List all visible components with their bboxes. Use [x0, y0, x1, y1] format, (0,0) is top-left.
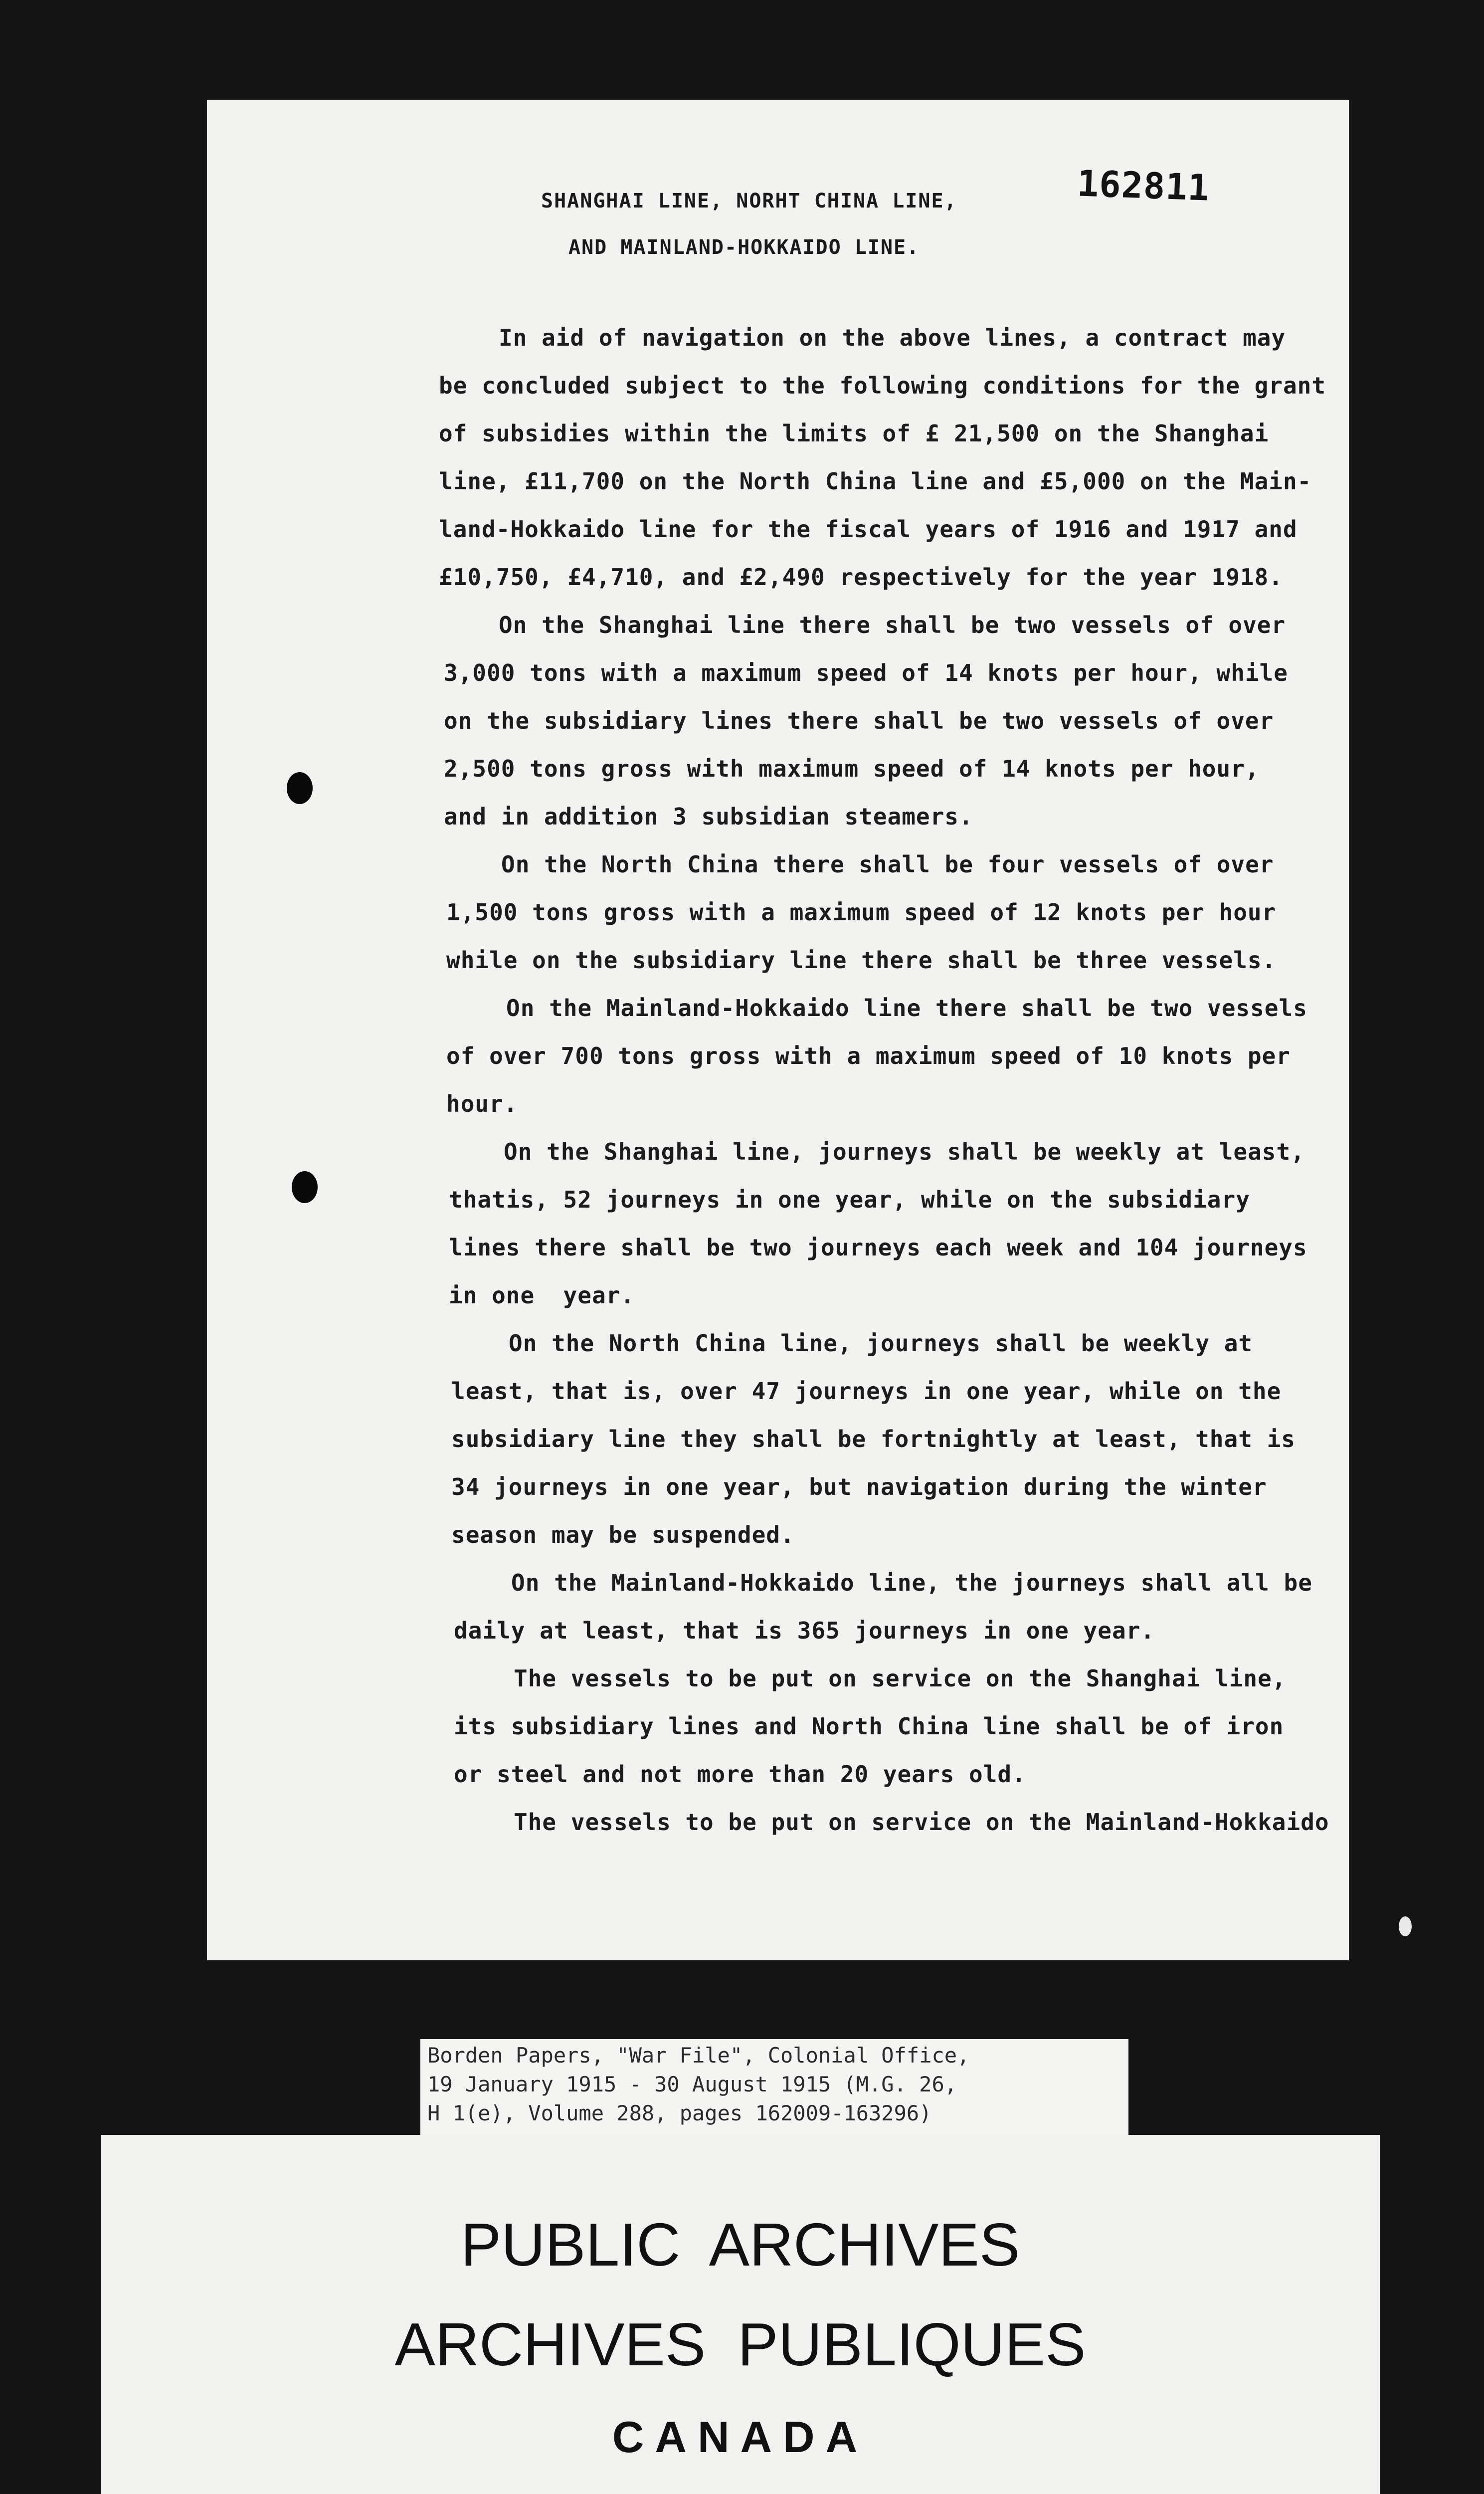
body-line: 1,500 tons gross with a maximum speed of 12 knots per hour	[446, 899, 1277, 926]
scan-speck	[1399, 1916, 1412, 1936]
body-line: The vessels to be put on service on the Shanghai line,	[514, 1665, 1287, 1692]
body-line: hour.	[446, 1090, 518, 1117]
typed-page	[207, 100, 1349, 1960]
body-line: and in addition 3 subsidian steamers.	[444, 803, 973, 830]
reference-line: H 1(e), Volume 288, pages 162009-163296)	[427, 2101, 932, 2125]
body-line: 34 journeys in one year, but navigation during the winter	[451, 1473, 1267, 1500]
reference-line: 19 January 1915 - 30 August 1915 (M.G. 26,	[427, 2072, 957, 2096]
reference-line: Borden Papers, "War File", Colonial Office,	[427, 2043, 970, 2068]
body-line: least, that is, over 47 journeys in one year, while on the	[451, 1378, 1282, 1405]
binder-hole	[292, 1171, 318, 1203]
body-line: be concluded subject to the following conditions for the grant	[439, 372, 1326, 399]
stamp-line-country: CANADA	[612, 2412, 869, 2462]
binder-hole	[287, 772, 313, 804]
body-line: On the Shanghai line there shall be two vessels of over	[499, 612, 1286, 638]
archives-stamp	[101, 2135, 1380, 2494]
body-line: On the Mainland-Hokkaido line, the journeys shall all be	[511, 1569, 1312, 1596]
body-line: in one year.	[449, 1282, 635, 1309]
body-line: On the North China line, journeys shall be weekly at	[509, 1330, 1253, 1357]
body-line: thatis, 52 journeys in one year, while on the subsidiary	[449, 1186, 1250, 1213]
body-line: On the Shanghai line, journeys shall be weekly at least,	[504, 1138, 1305, 1165]
body-line: of subsidies within the limits of £ 21,500 on the Shanghai	[439, 420, 1269, 447]
body-line: season may be suspended.	[451, 1521, 795, 1548]
body-line: its subsidiary lines and North China line shall be of iron	[454, 1713, 1284, 1740]
body-line: lines there shall be two journeys each week and 104 journeys	[449, 1234, 1307, 1261]
body-line: subsidiary line they shall be fortnightly at least, that is	[451, 1426, 1296, 1453]
heading-line-2: AND MAINLAND-HOKKAIDO LINE.	[568, 236, 920, 259]
body-line: on the subsidiary lines there shall be two vessels of over	[444, 707, 1274, 734]
body-line: or steel and not more than 20 years old.	[454, 1761, 1026, 1788]
reference-label	[420, 2039, 1128, 2136]
body-line: In aid of navigation on the above lines, a contract may	[499, 324, 1286, 351]
body-line: On the North China there shall be four vessels of over	[501, 851, 1274, 878]
document-number: 162811	[1076, 162, 1211, 209]
heading-line-1: SHANGHAI LINE, NORHT CHINA LINE,	[541, 190, 957, 212]
body-line: The vessels to be put on service on the Mainland-Hokkaido	[514, 1809, 1329, 1836]
body-line: On the Mainland-Hokkaido line there shall be two vessels	[506, 995, 1307, 1022]
body-line: 3,000 tons with a maximum speed of 14 knots per hour, while	[444, 659, 1288, 686]
body-line: daily at least, that is 365 journeys in one year.	[454, 1617, 1155, 1644]
stamp-line-french: ARCHIVES PUBLIQUES	[394, 2310, 1086, 2378]
stamp-line-english: PUBLIC ARCHIVES	[460, 2211, 1020, 2279]
body-line: £10,750, £4,710, and £2,490 respectively for the year 1918.	[439, 564, 1283, 591]
body-line: while on the subsidiary line there shall be three vessels.	[446, 947, 1277, 974]
body-line: line, £11,700 on the North China line and £5,000 on the Main-	[439, 468, 1312, 495]
body-line: of over 700 tons gross with a maximum speed of 10 knots per	[446, 1042, 1291, 1069]
body-line: land-Hokkaido line for the fiscal years of 1916 and 1917 and	[439, 516, 1298, 543]
body-line: 2,500 tons gross with maximum speed of 14 knots per hour,	[444, 755, 1260, 782]
